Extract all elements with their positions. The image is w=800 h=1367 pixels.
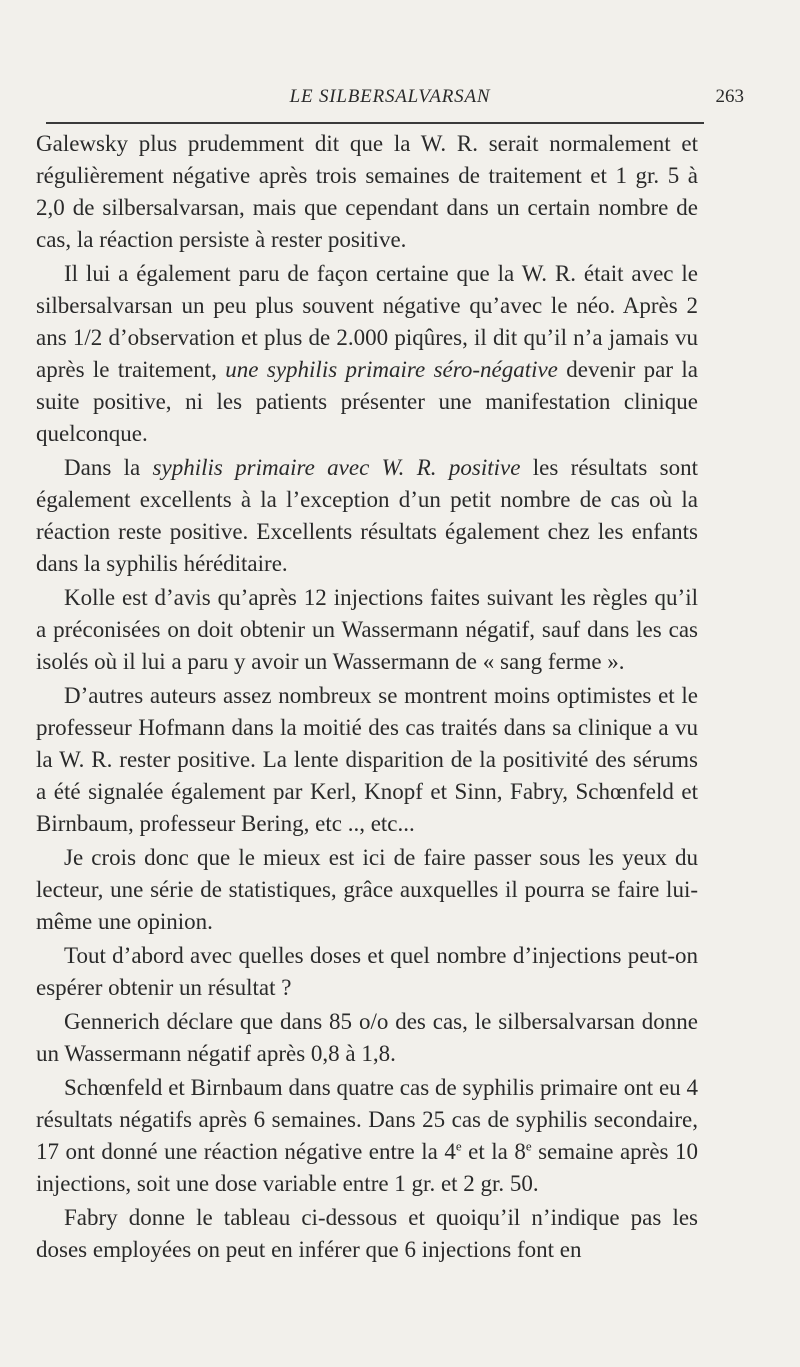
paragraph [36,940,698,1004]
body-text [36,128,698,1268]
paragraph [36,842,698,938]
text-segment: Tout d’abord avec quelles doses et quel nombre d’injections peut-on espérer obtenir un résultat ? [36,943,698,1000]
header-rule [46,122,704,124]
paragraph [36,1202,698,1266]
text-segment: Galewsky plus prudemment dit que la W. R. serait normalement et régulièrement négative après trois semaines de traitement et 1 gr. 5 à 2,0 de silbersalvarsan, mais que cependant dans un certain nombre de cas, la réaction persiste à rester positive. [36,131,698,252]
superscript: e [455,1138,462,1154]
text-segment: devenir par la suite positive, ni les patients présenter une manifestation clinique quelconque. [36,357,698,446]
running-title: LE SILBERSALVARSAN [289,86,491,107]
superscript: e [525,1138,532,1154]
text-segment: D’autres auteurs assez nombreux se montrent moins optimistes et le professeur Hofmann dans la moitié des cas traités dans sa clinique a vu la W. R. rester positive. La lente disparition de la positivité des sérums a été signalée également par Kerl, Knopf et Sinn, Fabry, Schœnfeld et Birnbaum, professeur Bering, etc .., etc... [36,683,698,836]
text-segment: Fabry donne le tableau ci-dessous et quoiqu’il n’indique pas les doses employées on peut en inférer que 6 injections font en [36,1205,698,1262]
paragraph [36,128,698,256]
italic-text: une syphilis primaire séro-négative [225,357,558,382]
text-segment: Dans la [64,455,153,480]
paragraph [36,1006,698,1070]
text-segment: les résultats sont également excellents à la l’exception d’un petit nombre de cas où la réaction reste positive. Excellents résultats également chez les enfants dans la syphilis héréditaire. [36,455,698,576]
running-head [36,86,744,116]
text-segment: Kolle est d’avis qu’après 12 injections faites suivant les règles qu’il a préconisées on doit obtenir un Wassermann négatif, sauf dans les cas isolés où il lui a paru y avoir un Wassermann de « sang ferme ». [36,585,698,674]
italic-text: syphilis primaire avec W. R. positive [152,455,521,480]
text-segment: Gennerich déclare que dans 85 o/o des cas, le silbersalvarsan donne un Wassermann négatif après 0,8 à 1,8. [36,1009,698,1066]
text-segment: Il lui a également paru de façon certaine que la W. R. était avec le silbersalvarsan un peu plus souvent négative qu’avec le néo. Après 2 ans 1/2 d’observation et plus de 2.000 piqûres, il dit qu’il n’a jamais vu après le traitement, [36,261,698,382]
text-segment: semaine après 10 injections, soit une dose variable entre 1 gr. et 2 gr. 50. [36,1139,698,1196]
text-segment: Je crois donc que le mieux est ici de faire passer sous les yeux du lecteur, une série de statistiques, grâce auxquelles il pourra se faire lui-même une opinion. [36,845,698,934]
paragraph [36,258,698,450]
paragraph [36,680,698,840]
text-segment: et la 8 [461,1139,526,1164]
page-number: 263 [715,86,744,107]
text-segment: Schœnfeld et Birnbaum dans quatre cas de syphilis primaire ont eu 4 résultats négatifs après 6 semaines. Dans 25 cas de syphilis secondaire, 17 ont donné une réaction négative entre la 4 [36,1075,698,1164]
paragraph [36,582,698,678]
paragraph [36,1072,698,1200]
paragraph [36,452,698,580]
